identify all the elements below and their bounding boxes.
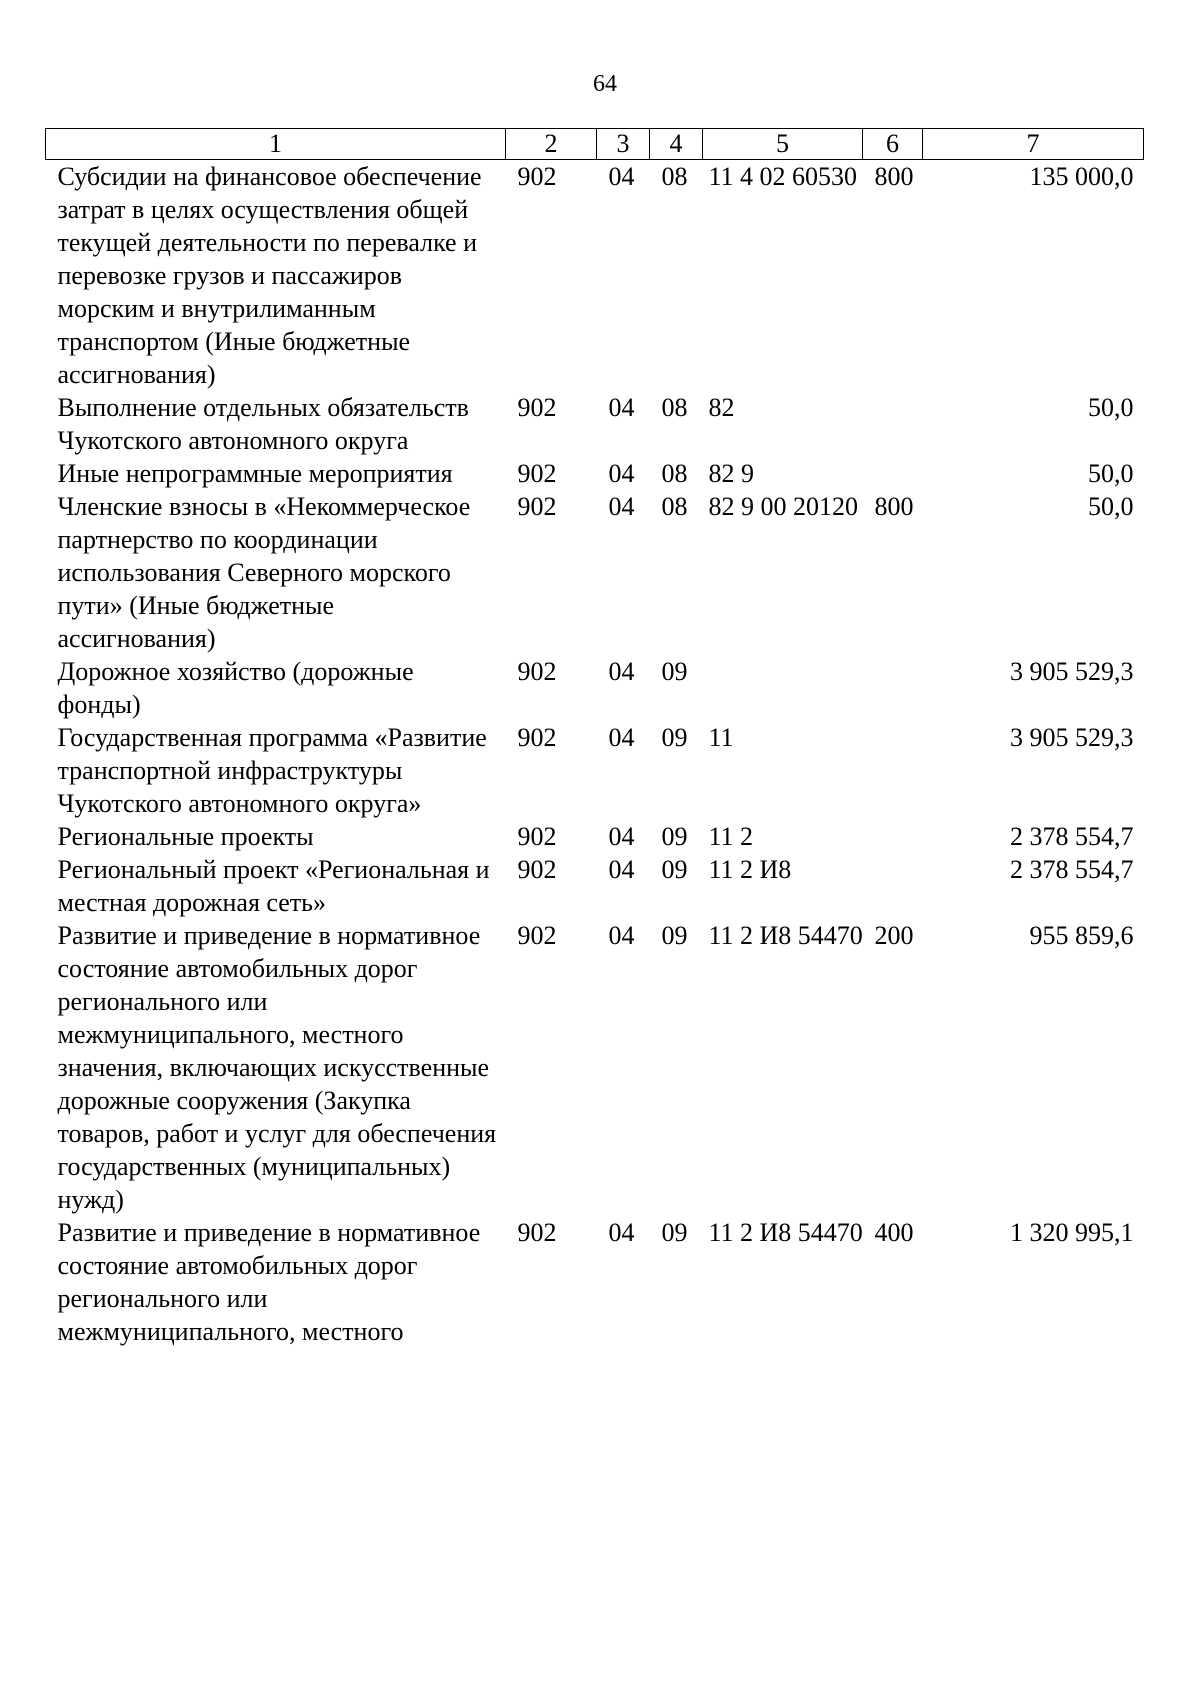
column-header-2: 2: [506, 129, 597, 160]
subsection-code: 09: [661, 657, 688, 686]
ministry-code: 902: [517, 162, 557, 191]
target-article-code: 11 2 И8 54470: [708, 921, 863, 950]
column-header-7: 7: [923, 129, 1144, 160]
expense-type-code: [863, 391, 923, 457]
row-name: Региональные проекты: [57, 822, 314, 851]
table-row: [46, 853, 1144, 919]
page-number: 64: [593, 71, 617, 97]
row-name: Выполнение отдельных обязательств Чукотского автономного округа: [57, 393, 469, 455]
target-article-code: 82: [708, 393, 735, 422]
subsection-code: 08: [661, 393, 688, 422]
section-code: 04: [608, 855, 635, 884]
section-code: 04: [608, 393, 635, 422]
table-row: [46, 457, 1144, 490]
subsection-code: 08: [661, 459, 688, 488]
target-article-code: 11: [708, 723, 734, 752]
row-name: Иные непрограммные мероприятия: [57, 459, 453, 488]
budget-table: [45, 128, 1144, 1348]
expense-type-code: 800: [874, 162, 914, 191]
amount: 2 378 554,7: [1010, 822, 1134, 851]
row-name: Дорожное хозяйство (дорожные фонды): [57, 657, 414, 719]
amount: 50,0: [1088, 459, 1134, 488]
section-code: 04: [608, 162, 635, 191]
subsection-code: 09: [661, 1218, 688, 1247]
subsection-code: 08: [661, 162, 688, 191]
ministry-code: 902: [517, 1218, 557, 1247]
table-row: [46, 721, 1144, 820]
ministry-code: 902: [517, 723, 557, 752]
amount: 955 859,6: [1029, 921, 1134, 950]
amount: 3 905 529,3: [1010, 657, 1134, 686]
target-article-code: 11 4 02 60530: [708, 162, 858, 191]
column-header-6: 6: [863, 129, 923, 160]
amount: 135 000,0: [1029, 162, 1134, 191]
amount: 2 378 554,7: [1010, 855, 1134, 884]
expense-type-code: [863, 457, 923, 490]
section-code: 04: [608, 822, 635, 851]
row-name: Развитие и приведение в нормативное состояние автомобильных дорог регионального или межмуниципального, местного: [57, 1218, 481, 1346]
row-name: Региональный проект «Региональная и местная дорожная сеть»: [57, 855, 490, 917]
section-code: 04: [608, 657, 635, 686]
section-code: 04: [608, 723, 635, 752]
table-row: [46, 160, 1144, 392]
expense-type-code: [863, 655, 923, 721]
table-row: [46, 490, 1144, 655]
table-row: [46, 1216, 1144, 1348]
table-row: [46, 820, 1144, 853]
table-row: [46, 655, 1144, 721]
target-article-code: 82 9: [708, 459, 754, 488]
ministry-code: 902: [517, 459, 557, 488]
amount: 3 905 529,3: [1010, 723, 1134, 752]
target-article-code: [703, 655, 863, 721]
subsection-code: 09: [661, 921, 688, 950]
expense-type-code: [863, 721, 923, 820]
ministry-code: 902: [517, 492, 557, 521]
column-header-5: 5: [703, 129, 863, 160]
subsection-code: 09: [661, 855, 688, 884]
amount: 50,0: [1088, 492, 1134, 521]
header-row: [46, 129, 1144, 160]
ministry-code: 902: [517, 657, 557, 686]
ministry-code: 902: [517, 921, 557, 950]
row-name: Государственная программа «Развитие транспортной инфраструктуры Чукотского автономного округа»: [57, 723, 487, 818]
subsection-code: 08: [661, 492, 688, 521]
expense-type-code: 200: [874, 921, 914, 950]
column-header-4: 4: [650, 129, 703, 160]
section-code: 04: [608, 459, 635, 488]
expense-type-code: [863, 820, 923, 853]
row-name: Субсидии на финансовое обеспечение затрат в целях осуществления общей текущей деятельности по перевалке и перевозке грузов и пассажиров морским и внутрилиманным транспортом (Иные бюджетные ассигнования): [57, 162, 482, 389]
section-code: 04: [608, 1218, 635, 1247]
target-article-code: 11 2 И8 54470: [708, 1218, 863, 1247]
target-article-code: 11 2 И8: [708, 855, 792, 884]
expense-type-code: [863, 853, 923, 919]
subsection-code: 09: [661, 723, 688, 752]
section-code: 04: [608, 921, 635, 950]
section-code: 04: [608, 492, 635, 521]
table-row: [46, 919, 1144, 1216]
ministry-code: 902: [517, 855, 557, 884]
amount: 50,0: [1088, 393, 1134, 422]
column-header-3: 3: [597, 129, 650, 160]
expense-type-code: 400: [874, 1218, 914, 1247]
ministry-code: 902: [517, 393, 557, 422]
ministry-code: 902: [517, 822, 557, 851]
column-header-1: 1: [46, 129, 506, 160]
table-row: [46, 391, 1144, 457]
target-article-code: 82 9 00 20120: [708, 492, 858, 521]
expense-type-code: 800: [874, 492, 914, 521]
target-article-code: 11 2: [708, 822, 754, 851]
row-name: Развитие и приведение в нормативное состояние автомобильных дорог регионального или межмуниципального, местного значения, включающих искусственные дорожные сооружения (Закупка товаров, работ и услуг для обеспечения государственных (муниципальных) нужд): [57, 921, 497, 1214]
amount: 1 320 995,1: [1010, 1218, 1134, 1247]
subsection-code: 09: [661, 822, 688, 851]
row-name: Членские взносы в «Некоммерческое партнерство по координации использования Северного морского пути» (Иные бюджетные ассигнования): [57, 492, 471, 653]
